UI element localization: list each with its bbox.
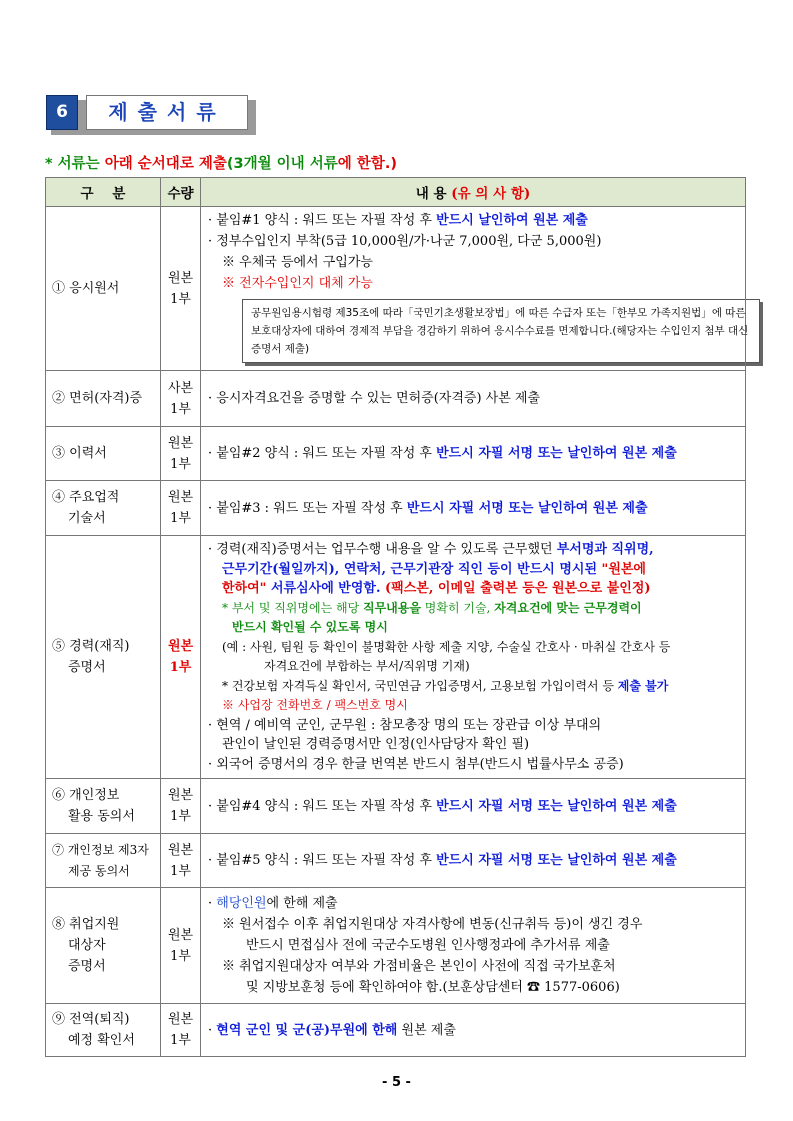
row-name-line: 증명서 <box>68 959 106 974</box>
content-line <box>208 677 741 697</box>
table-row <box>46 888 746 1004</box>
row-quantity <box>161 427 201 481</box>
row-name-line: 예정 확인서 <box>68 1033 135 1048</box>
line-emphasis: 근무기간(월일까지), 연락처, 근무기관장 직인 등이 반드시 명시된 <box>222 561 602 577</box>
row-content <box>201 536 746 779</box>
line-emphasis-green: 직무내용을 <box>363 600 421 615</box>
qty-count: 1부 <box>170 948 191 964</box>
qty-count: 1부 <box>170 863 191 879</box>
row-quantity <box>161 834 201 888</box>
qty-count: 1부 <box>169 660 192 675</box>
content-line: ※ 전자수입인지 대체 가능 <box>222 276 373 291</box>
row-content <box>201 481 746 536</box>
header-category: 구 분 <box>46 178 161 207</box>
section-heading <box>46 95 256 135</box>
row-name-line: 대상자 <box>68 938 106 953</box>
note-part-3: (3개월 이내 서류 <box>226 156 338 172</box>
row-name-line: ⑦ 개인정보 제3자 <box>52 842 149 857</box>
content-line: · 해당인원에 한해 제출 <box>208 896 338 911</box>
line-highlight: 해당인원 <box>216 896 267 911</box>
row-name: ② 면허(자격)증 <box>46 371 161 427</box>
content-line: · 정부수입인지 부착(5급 10,000원/가·나군 7,000원, 다군 5,000원) <box>208 234 602 249</box>
line-emphasis: 반드시 자필 서명 또는 날인하여 원본 제출 <box>436 446 677 461</box>
qty-count: 1부 <box>170 809 191 824</box>
table-row <box>46 207 746 371</box>
content-line <box>208 850 741 871</box>
row-name <box>46 834 161 888</box>
content-line <box>208 210 741 231</box>
row-name-line: ⑧ 취업지원 <box>52 917 120 932</box>
table-row <box>46 779 746 834</box>
note-part-2: 아래 순서대로 제출 <box>104 156 227 172</box>
content-line: (예 : 사원, 팀원 등 확인이 불명확한 사항 제출 지양, 수술실 간호사 · 마취실 간호사 등 <box>222 639 671 654</box>
row-content <box>201 207 749 371</box>
row-name <box>46 888 161 1004</box>
content-line: 관인이 날인된 경력증명서만 인정(인사담당자 확인 필) <box>222 737 530 752</box>
line-emphasis: 반드시 날인하여 원본 제출 <box>436 213 588 228</box>
qty-type: 원본 <box>167 788 194 803</box>
row-name <box>46 1004 161 1057</box>
line-emphasis-red: "원본에 <box>601 561 646 577</box>
line-text: 원본 제출 <box>397 1022 456 1038</box>
documents-table <box>45 177 749 1057</box>
content-line: · 현역 군인 및 군(공)무원에 한해 원본 제출 <box>208 1022 456 1038</box>
content-line: 자격요건에 부합하는 부서/직위명 기재) <box>264 659 470 673</box>
table-row <box>46 834 746 888</box>
content-line: ※ 사업장 전화번호 / 팩스번호 명시 <box>222 698 408 712</box>
row-name-line: ⑤ 경력(재직) <box>52 639 130 654</box>
qty-type: 원본 <box>167 270 194 286</box>
row-name-line: 증명서 <box>68 660 106 675</box>
line-emphasis-red: 한하여" <box>222 581 267 596</box>
content-line: 및 지방보훈청 등에 확인하여야 함.(보훈상담센터 ☎ 1577-0606) <box>246 980 620 995</box>
line-emphasis: 현역 군인 및 군(공)무원에 한해 <box>216 1022 398 1038</box>
line-emphasis: 반드시 자필 서명 또는 날인하여 원본 제출 <box>436 798 677 814</box>
content-line: ※ 취업지원대상자 여부와 가점비율은 본인이 사전에 직접 국가보훈처 <box>222 959 616 974</box>
header-content-notes: (유 의 사 항) <box>451 186 531 202</box>
line-text: * 건강보험 자격득실 확인서, 국민연금 가입증명서, 고용보험 가입이력서 등 <box>222 678 618 693</box>
content-line: · 현역 / 예비역 군인, 군무원 : 참모총장 명의 또는 장관급 이상 부대의 <box>208 717 602 733</box>
line-text: * 부서 및 직위명에는 해당 <box>222 600 363 615</box>
header-quantity: 수량 <box>161 178 201 207</box>
line-emphasis-red: (팩스본, 이메일 출력본 등은 원본으로 불인정) <box>385 581 651 596</box>
row-name-line: ⑥ 개인정보 <box>52 788 120 803</box>
qty-count: 1부 <box>170 456 191 472</box>
row-name: ① 응시원서 <box>46 207 161 371</box>
row-quantity <box>161 888 201 1004</box>
content-line <box>208 599 741 619</box>
row-content <box>201 1004 746 1057</box>
page-number: - 5 - <box>382 1075 411 1090</box>
line-emphasis: 부서명과 직위명, <box>556 542 654 557</box>
content-line <box>208 498 741 519</box>
content-line: · 응시자격요건을 증명할 수 있는 면허증(자격증) 사본 제출 <box>208 391 541 406</box>
row-quantity <box>161 779 201 834</box>
qty-type: 원본 <box>167 927 194 943</box>
line-text: · 경력(재직)증명서는 업무수행 내용을 알 수 있도록 근무했던 <box>208 542 557 557</box>
row-name <box>46 481 161 536</box>
row-content <box>201 427 746 481</box>
content-line: ※ 원서접수 이후 취업지원대상 자격사항에 변동(신규취득 등)이 생긴 경우 <box>222 917 643 932</box>
row-content <box>201 834 746 888</box>
row-name-line: 활용 동의서 <box>68 809 135 824</box>
section-title: 제출서류 <box>86 95 248 130</box>
row-quantity <box>161 481 201 536</box>
line-emphasis-green: 자격요건에 맞는 근무경력이 <box>494 600 642 615</box>
row-name-line: 기술서 <box>68 511 106 526</box>
submission-note <box>45 152 397 173</box>
table-row <box>46 371 746 427</box>
line-emphasis: 서류심사에 반영함. <box>266 581 386 596</box>
note-part-4: 에 한함.) <box>337 156 397 172</box>
line-text: · 붙임#4 양식 : 워드 또는 자필 작성 후 <box>208 798 437 814</box>
row-content <box>201 779 746 834</box>
table-row <box>46 427 746 481</box>
header-content <box>201 178 746 207</box>
qty-type: 원본 <box>167 842 194 858</box>
note-star: * <box>45 156 53 172</box>
qty-type: 원본 <box>167 1012 194 1027</box>
row-name-line: ⑨ 전역(퇴직) <box>52 1012 130 1027</box>
row-name <box>46 536 161 779</box>
table-row <box>46 1004 746 1057</box>
table-header-row <box>46 178 746 207</box>
qty-type: 원본 <box>167 639 194 654</box>
content-line: 반드시 면접심사 전에 국군수도병원 인사행정과에 추가서류 제출 <box>246 938 610 953</box>
content-line: ※ 우체국 등에서 구입가능 <box>222 255 373 270</box>
content-line <box>208 579 741 599</box>
qty-count: 1부 <box>170 291 191 307</box>
qty-type: 사본 <box>167 380 194 396</box>
line-emphasis: 반드시 자필 서명 또는 날인하여 원본 제출 <box>406 500 648 516</box>
row-name <box>46 779 161 834</box>
fee-exemption-box: 공무원임용시험령 제35조에 따라「국민기초생활보장법」에 따른 수급자 또는「한부모 가족지원법」에 따른 보호대상자에 대하여 경제적 부담을 경감하기 위하여 응시수수료를 면제합니다.(해당자는 수입인지 첨부 대신 증명서 제출) <box>242 299 760 363</box>
row-name: ③ 이력서 <box>46 427 161 481</box>
content-line <box>208 796 741 817</box>
content-line <box>208 560 741 580</box>
row-name-line: 제공 동의서 <box>68 863 130 878</box>
row-quantity <box>161 1004 201 1057</box>
row-quantity <box>161 371 201 427</box>
line-emphasis: 제출 불가 <box>617 678 669 693</box>
content-line <box>208 443 741 464</box>
line-text: 명확히 기술, <box>420 600 495 615</box>
table-row <box>46 536 746 779</box>
line-text: · 붙임#2 양식 : 워드 또는 자필 작성 후 <box>208 446 437 461</box>
line-text: 에 한해 제출 <box>266 896 338 911</box>
content-line: 반드시 확인될 수 있도록 명시 <box>232 620 388 634</box>
content-line: · 외국어 증명서의 경우 한글 번역본 반드시 첨부(반드시 법률사무소 공증) <box>208 756 624 772</box>
row-content <box>201 371 746 427</box>
line-text: · 붙임#3 : 워드 또는 자필 작성 후 <box>208 500 407 516</box>
note-part-1: 서류는 <box>57 156 105 172</box>
row-name-line: ④ 주요업적 <box>52 490 120 505</box>
line-text: · 붙임#1 양식 : 워드 또는 자필 작성 후 <box>208 213 437 228</box>
line-text: · 붙임#5 양식 : 워드 또는 자필 작성 후 <box>208 853 437 868</box>
qty-type: 원본 <box>167 435 194 451</box>
row-content <box>201 888 746 1004</box>
qty-type: 원본 <box>167 490 194 505</box>
qty-count: 1부 <box>170 1033 191 1048</box>
table-row <box>46 481 746 536</box>
section-number: 6 <box>46 95 78 130</box>
content-line <box>208 540 741 560</box>
qty-count: 1부 <box>170 511 191 526</box>
line-emphasis: 반드시 자필 서명 또는 날인하여 원본 제출 <box>436 853 677 868</box>
qty-count: 1부 <box>170 401 191 417</box>
row-quantity <box>161 536 201 779</box>
row-quantity <box>161 207 201 371</box>
header-content-label: 내 용 <box>415 186 452 202</box>
